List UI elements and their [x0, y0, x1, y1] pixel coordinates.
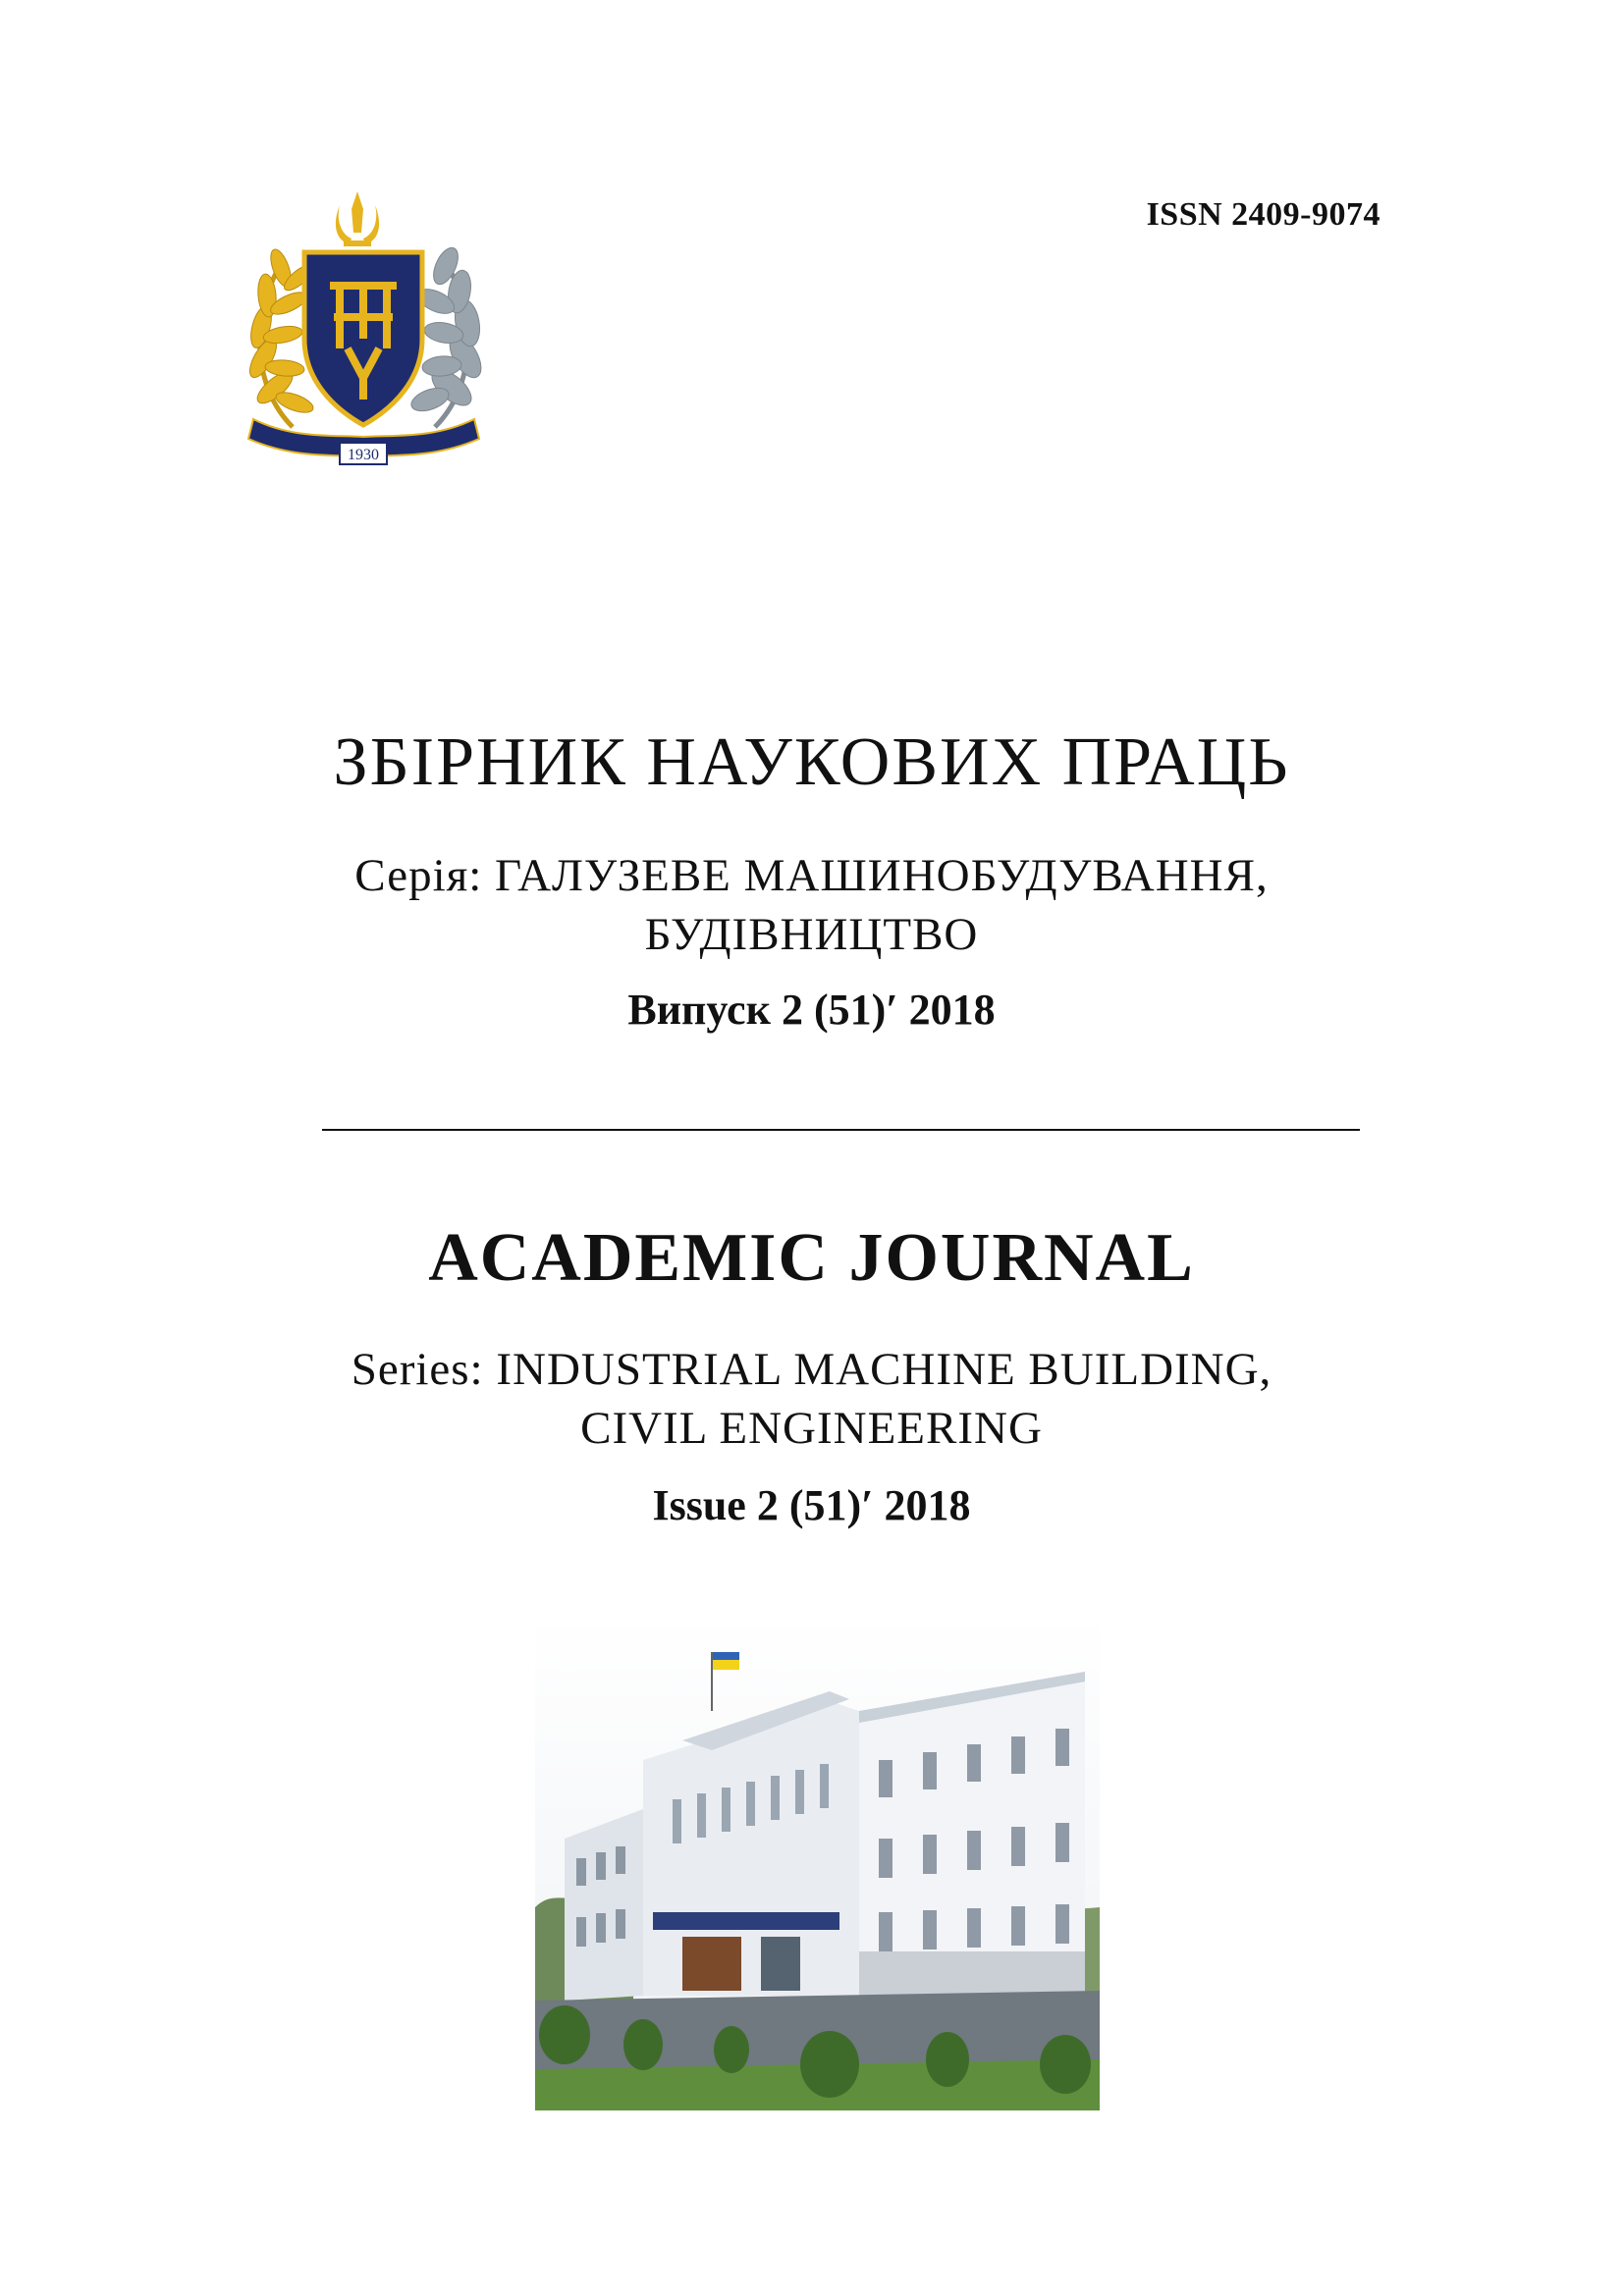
ukrainian-issue: Випуск 2 (51)′ 2018 — [627, 986, 996, 1034]
ukrainian-series — [0, 846, 1623, 964]
english-series-line1: Series: INDUSTRIAL MACHINE BUILDING, — [351, 1344, 1272, 1395]
section-divider — [322, 1129, 1360, 1131]
issn-number: ISSN 2409-9074 — [1146, 196, 1380, 233]
ukrainian-title: ЗБІРНИК НАУКОВИХ ПРАЦЬ — [333, 724, 1290, 800]
ukrainian-series-line2: БУДІВНИЦТВО — [644, 909, 979, 960]
english-series — [0, 1340, 1623, 1458]
english-series-line2: CIVIL ENGINEERING — [580, 1403, 1043, 1454]
english-title: ACADEMIC JOURNAL — [428, 1220, 1195, 1296]
english-issue: Issue 2 (51)′ 2018 — [652, 1481, 971, 1529]
university-emblem-icon — [234, 191, 494, 471]
university-building-photo — [535, 1613, 1100, 2110]
logo-year: 1930 — [348, 447, 379, 463]
ukrainian-series-line1: Серія: ГАЛУЗЕВЕ МАШИНОБУДУВАННЯ, — [354, 850, 1269, 901]
